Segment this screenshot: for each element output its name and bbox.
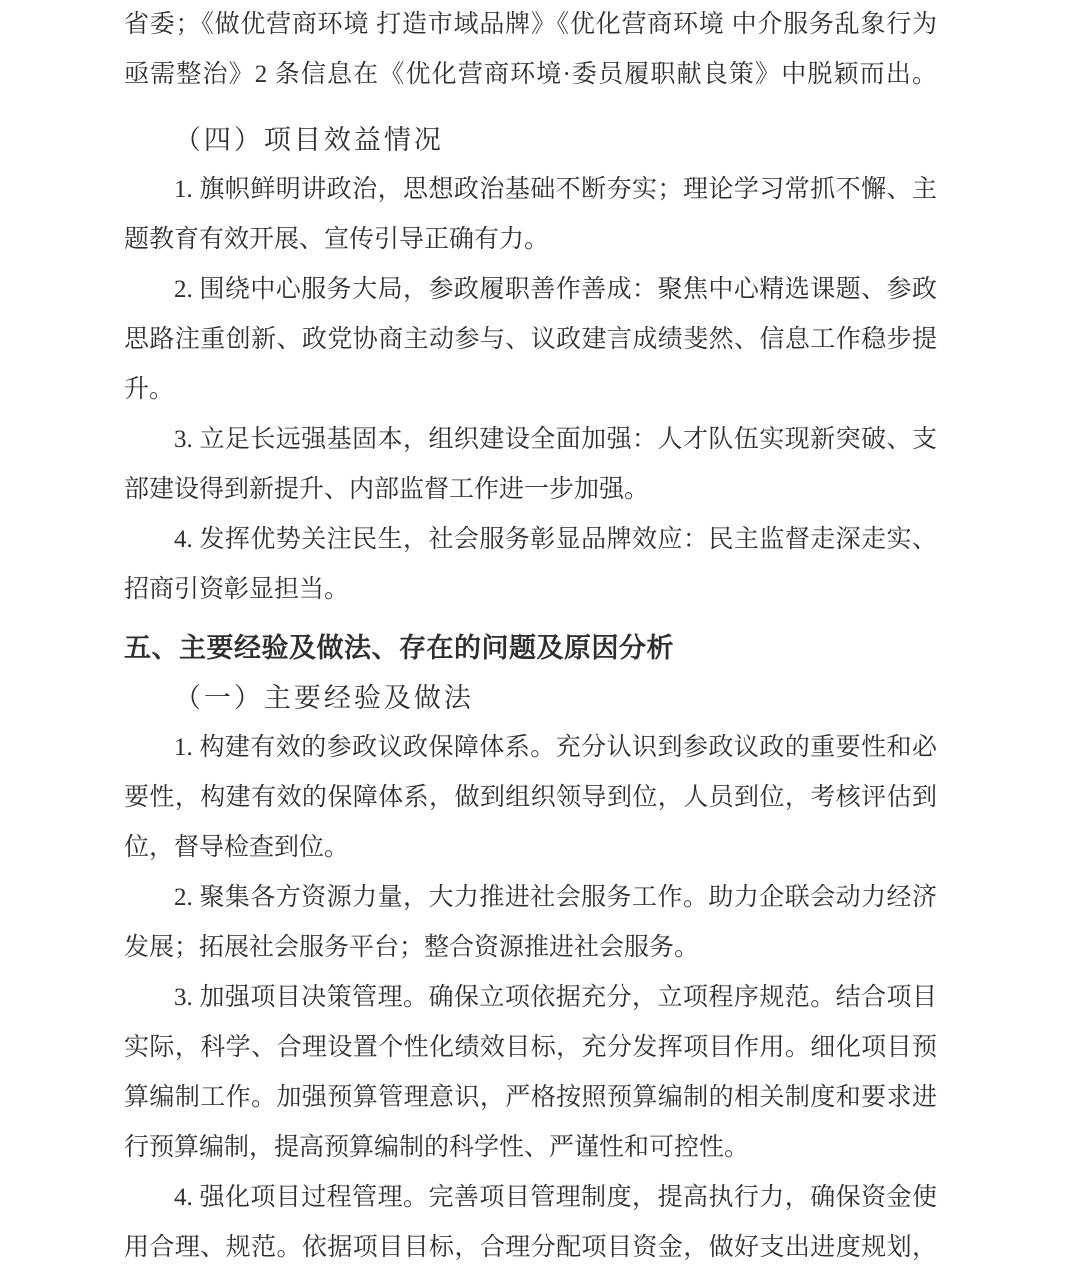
paragraph-continued-from-previous-page [124,0,937,100]
section-heading-5-experience-problems-analysis [124,623,937,673]
subsection-heading-1-main-experience [124,673,937,723]
paragraph-experience-item-1 [124,723,937,873]
text-line: （四）项目效益情况 [173,125,444,155]
text-line: 发展；拓展社会服务平台；整合资源推进社会服务。 [124,934,700,961]
text-line: 行预算编制，提高预算编制的科学性、严谨性和可控性。 [124,1134,750,1161]
text-line: 实际，科学、合理设置个性化绩效目标，充分发挥项目作用。细化项目预 [124,1034,937,1061]
text-line: （一）主要经验及做法 [173,683,474,713]
text-line: 用合理、规范。依据项目目标，合理分配项目资金，做好支出进度规划， [124,1234,937,1261]
paragraph-benefit-item-1 [124,165,937,265]
text-line: 位，督导检查到位。 [124,834,350,861]
text-line: 招商引资彰显担当。 [124,576,350,603]
text-line: 4. 发挥优势关注民生，社会服务彰显品牌效应：民主监督走深走实、 [174,526,937,553]
paragraph-experience-item-2 [124,873,937,973]
text-line: 4. 强化项目过程管理。完善项目管理制度，提高执行力，确保资金使 [174,1184,937,1211]
text-line: 升。 [124,376,175,403]
text-line: 部建设得到新提升、内部监督工作进一步加强。 [124,476,650,503]
text-line: 1. 构建有效的参政议政保障体系。充分认识到参政议政的重要性和必 [174,734,937,761]
text-line: 题教育有效开展、宣传引导正确有力。 [124,226,550,253]
text-line: 思路注重创新、政党协商主动参与、议政建言成绩斐然、信息工作稳步提 [124,326,937,353]
text-line: 省委；《做优营商环境 打造市域品牌》《优化营商环境 中介服务乱象行为 [124,11,937,38]
text-line: 算编制工作。加强预算管理意识，严格按照预算编制的相关制度和要求进 [124,1084,937,1111]
paragraph-benefit-item-3 [124,415,937,515]
text-line: 2. 围绕中心服务大局，参政履职善作善成：聚焦中心精选课题、参政 [174,276,937,303]
paragraph-experience-item-3 [124,973,937,1173]
text-line: 2. 聚集各方资源力量，大力推进社会服务工作。助力企联会动力经济 [174,884,937,911]
paragraph-benefit-item-4 [124,515,937,615]
text-line: 要性，构建有效的保障体系，做到组织领导到位，人员到位，考核评估到 [124,784,937,811]
text-line: 1. 旗帜鲜明讲政治，思想政治基础不断夯实；理论学习常抓不懈、主 [174,176,937,203]
text-line: 3. 加强项目决策管理。确保立项依据充分，立项程序规范。结合项目 [174,984,937,1011]
text-line: 3. 立足长远强基固本，组织建设全面加强：人才队伍实现新突破、支 [174,426,937,453]
document-text-column [124,0,937,1273]
paragraph-benefit-item-2 [124,265,937,415]
paragraph-experience-item-4 [124,1173,937,1273]
text-line: 五、主要经验及做法、存在的问题及原因分析 [124,633,674,663]
text-line: 亟需整治》2 条信息在《优化营商环境·委员履职献良策》中脱颖而出。 [124,61,937,88]
subsection-heading-4-project-benefit [124,115,937,165]
